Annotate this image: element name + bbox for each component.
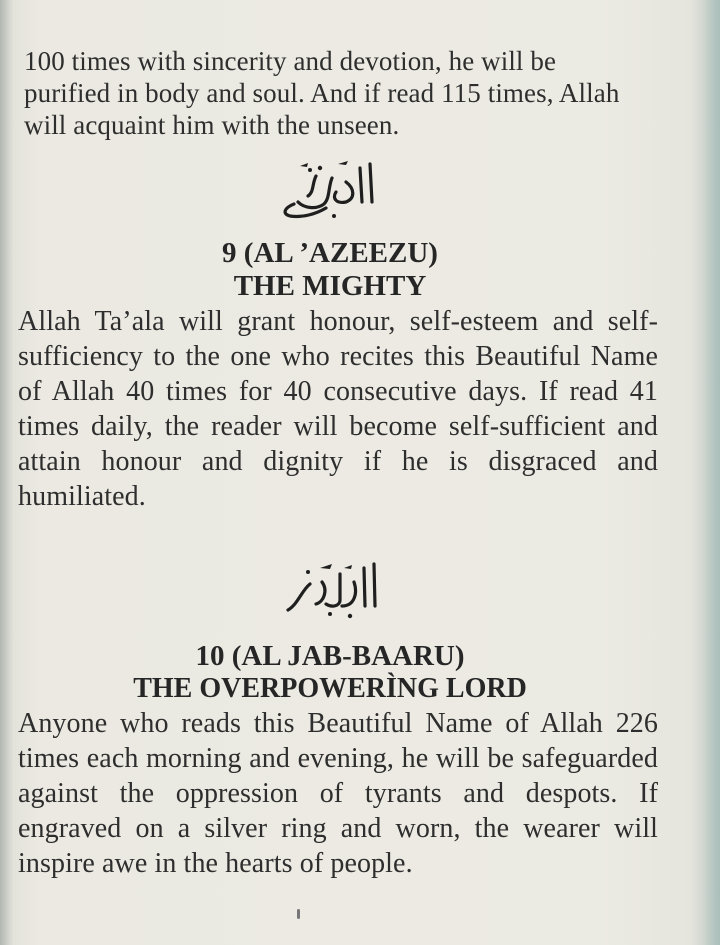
intro-paragraph: 100 times with sincerity and devotion, he will be purified in body and soul. And if read 115 times, Allah will acquaint him with the unseen.: [24, 46, 620, 140]
section-10-body: Anyone who reads this Beautiful Name of Allah 226 times each morning and evening, he will be safeguarded against the oppression of tyrants and despots. If engraved on a silver ring and worn, the wearer will inspire awe in the hearts of people.: [18, 708, 658, 879]
page-speck: [297, 909, 300, 919]
section-9-number-title: 9 (AL ’AZEEZU): [222, 237, 438, 269]
section-9-body: Allah Ta’ala will grant honour, self-esteem and self-sufficiency to the one who recites this Beautiful Name of Allah 40 times for 40 consecutive days. If read 41 times daily, the reader will become self-sufficient and attain honour and dignity if he is disgraced and humiliated.: [18, 306, 658, 512]
arabic-calligraphy-al-jabbar-icon: [280, 560, 390, 622]
page-edge: [704, 0, 720, 945]
spine-shadow: [0, 0, 14, 945]
section-10-english-title: THE OVERPOWERÌNG LORD: [133, 673, 527, 704]
section-9-english-title: THE MIGHTY: [233, 270, 427, 302]
section-10-number-title: 10 (AL JAB-BAARU): [195, 640, 465, 672]
arabic-calligraphy-al-azeez-icon: [276, 158, 386, 222]
